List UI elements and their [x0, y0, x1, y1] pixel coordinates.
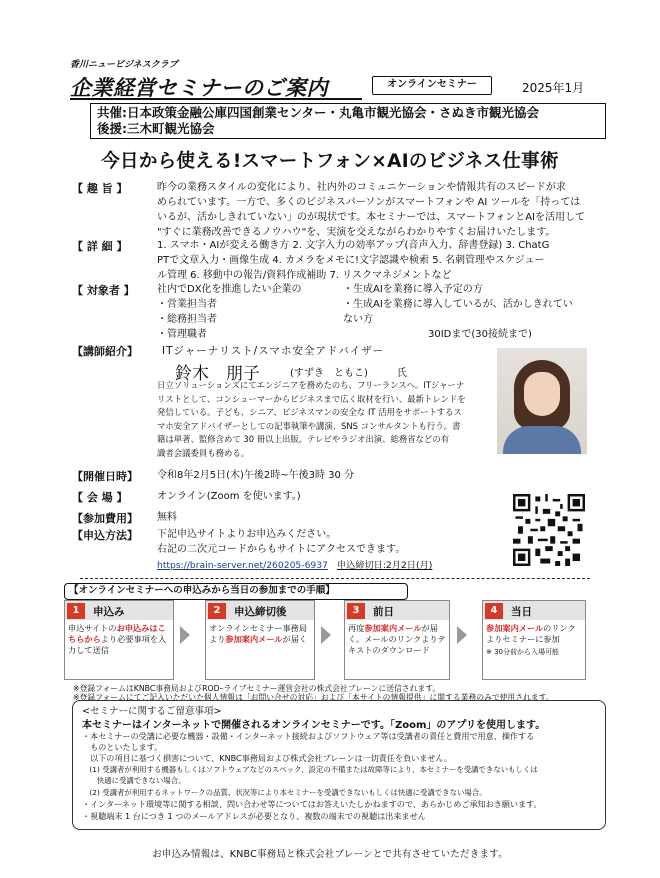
step-number: 2 — [208, 603, 226, 619]
apply-line: 下記申込サイトよりお申込みください。 — [157, 529, 337, 540]
arrow-right-icon — [180, 626, 190, 644]
step-label: 前日 — [373, 606, 394, 618]
organization-name: 香川ニュービジネスクラブ — [70, 60, 178, 70]
purpose-label: 【 趣 旨 】 — [72, 182, 128, 195]
qr-code[interactable] — [513, 494, 585, 566]
purpose-line: められています。一方で、多くのビジネスパーソンがスマートフォンや AI ツールを「持っては — [157, 197, 581, 208]
registration-note: ※登録フォームはKNBC事務局およびRODｰライブセミナー運営会社の株式会社ブレーンに送信されます。 — [73, 684, 441, 693]
step-body: 再度参加案内メールが届く。メールのリンクよりテキストのダウンロード — [348, 623, 446, 655]
lecturer-name: 鈴木 朋子 — [175, 364, 260, 384]
lecturer-honorific: 氏 — [397, 368, 407, 379]
caution-line: ・本セミナーの受講に必要な機器・設備・インターネット接続およびソフトウェア等は受講者の責任と費用で用意、操作する — [82, 731, 535, 741]
step-body: 申込サイトのお申込みはこちらからより必要事項を入力して送信 — [68, 623, 167, 655]
step-number: 4 — [485, 603, 503, 619]
bio-line: 発信している。子ども、シニア、ビジネスマンの安全な IT 活用をサポートするス — [157, 407, 462, 417]
step-label: 申込み — [93, 606, 125, 618]
arrow-right-icon — [457, 626, 467, 644]
bio-line: リストとして、コンシューマーからビジネスまで広く取材を行い、最新トレンドを — [157, 393, 466, 404]
target-item: ・総務担当者 — [157, 314, 217, 325]
lecturer-kana: (すずき ともこ) — [290, 368, 368, 379]
step-body: オンラインセミナー事務局より参加案内メールが届く — [209, 623, 308, 644]
lecturer-bio — [157, 379, 497, 460]
privacy-note: ※登録フォームにてご記入いただいた個人情報は「お問い合せの対応」および「本サイトの情報提供」に関する業務のみで使用されます。 — [73, 693, 554, 702]
apply-text — [157, 527, 497, 557]
lecturer-photo — [497, 348, 587, 454]
fee: 無料 — [157, 512, 177, 523]
footer-note: お申込み情報は、KNBC事務局と株式会社ブレーンとで共有させていただきます。 — [152, 849, 508, 860]
target-item: ・生成AIを業務に導入予定の方 — [343, 284, 483, 295]
detail-text — [157, 238, 607, 283]
step-label: 申込締切後 — [234, 606, 287, 618]
caution-title: <セミナーに関するご留意事項> — [82, 706, 222, 717]
online-seminar-badge: オンラインセミナー — [372, 76, 492, 95]
bio-line: 識者会議委員も務める。 — [157, 447, 250, 458]
host-box — [90, 103, 606, 139]
detail-line: PTで文章入力・画像生成 4. カメラをメモに!文字認識や検索 5. 名刺管理やスケジュー — [157, 255, 545, 266]
support-text: 後援:三木町観光協会 — [97, 121, 215, 136]
purpose-line: いるが、活かしきれていない」のが現状です。本セミナーでは、スマートフォンとAIを活用して — [157, 212, 585, 223]
target-item: ない方 — [343, 314, 373, 325]
apply-label: 【申込方法】 — [72, 529, 138, 542]
deadline: 申込締切日:2月2日(月) — [336, 560, 433, 571]
page-title: 企業経営セミナーのご案内 — [70, 76, 328, 100]
purpose-line: "すぐに業務改善できるノウハウ"を、実演を交えながらわかりやすくお届けいたします。 — [157, 227, 556, 238]
bio-line: マホ安全アドバイザーとしての記事執筆や講演、SNS コンサルタントも行う。書 — [157, 420, 461, 431]
step-label: 当日 — [511, 606, 532, 618]
step-number: 1 — [67, 603, 85, 619]
target-item: ・営業担当者 — [157, 299, 217, 310]
bio-line: 籍は単著、監修含めて 30 冊以上出版。テレビやラジオ出演、総務省などの有 — [157, 434, 450, 444]
purpose-line: 昨今の業務スタイルの変化により、社内外のコミュニケーションや情報共有のスピードが求 — [157, 182, 566, 193]
detail-line: 1. スマホ・AIが変える働き方 2. 文字入力の効率アップ(音声入力、辞書登録) 3. ChatG — [157, 240, 550, 251]
caution-line: 以下の項目に基づく損害について、KNBC事務局および株式会社ブレーンは一切責任を負いません。 — [82, 753, 453, 763]
target-item: ・生成AIを業務に導入しているが、活かしきれてい — [343, 299, 573, 310]
seminar-headline: 今日から使える!スマートフォン×AIのビジネス仕事術 — [101, 151, 559, 172]
caution-line: 快適に受講できない場合。 — [82, 776, 186, 785]
caution-main: 本セミナーはインターネットで開催されるオンラインセミナーです。「Zoom」のアプリを使用します。 — [82, 720, 546, 731]
capacity: 30IDまで(30接続まで) — [428, 329, 532, 340]
apply-line: 右記の二次元コードからもサイトにアクセスできます。 — [157, 544, 406, 555]
dashed-divider — [80, 578, 590, 579]
fee-label: 【参加費用】 — [72, 512, 138, 525]
target-label: 【 対象者 】 — [72, 284, 135, 297]
step-number: 3 — [347, 603, 365, 619]
datetime: 令和8年2月5日(木)午後2時~午後3時 30 分 — [157, 470, 355, 481]
caution-line: ・インターネット環境等に関する相談、問い合わせ等についてはお答えいたしかねますので、あらかじめご承知おき願います。 — [82, 799, 542, 809]
flow-step-1 — [64, 600, 174, 680]
title-underline — [70, 98, 362, 100]
target-left — [157, 282, 347, 342]
caution-line: (2) 受講者が利用するネットワークの品質、状況等により本セミナーを受講できないもしくは快適に受講できない場合。 — [82, 788, 487, 797]
target-item: ・管理職者 — [157, 329, 207, 340]
detail-label: 【 詳 細 】 — [72, 240, 128, 253]
flow-step-3 — [344, 600, 450, 680]
step-note: ※ 30分前から入場可能 — [486, 648, 559, 656]
target-right — [343, 282, 608, 327]
caution-line: (1) 受講者が利用する機器もしくはソフトウェアなどのスペック、設定の不備または故障等により、本セミナーを受講できないもしくは — [82, 765, 538, 774]
venue: オンライン(Zoom を使います。) — [157, 491, 301, 502]
datetime-label: 【開催日時】 — [72, 470, 138, 483]
venue-label: 【 会 場 】 — [72, 491, 128, 504]
issue-date: 2025年1月 — [522, 81, 585, 95]
step-body: 参加案内メールのリンクよりセミナーに参加 ※ 30分前から入場可能 — [486, 623, 582, 658]
purpose-text — [157, 180, 607, 240]
flow-title: 【オンラインセミナーへの申込みから当日の参加までの手順】 — [64, 583, 408, 600]
apply-url-link[interactable]: https://brain-server.net/260205-6937 — [157, 560, 328, 571]
arrow-right-icon — [321, 626, 331, 644]
detail-line: ル管理 6. 移動中の報告/資料作成補助 7. リスクマネジメントなど — [157, 270, 452, 281]
target-item: 社内でDX化を推進したい企業の — [157, 284, 302, 295]
host-text: 共催:日本政策金融公庫四国創業センター・丸亀市観光協会・さぬき市観光協会 — [97, 105, 540, 120]
caution-line: ものといたします。 — [82, 742, 163, 752]
flow-step-2 — [205, 600, 315, 680]
lecturer-label: 【講師紹介】 — [72, 345, 138, 358]
flow-step-4 — [482, 600, 586, 680]
lecturer-title: ITジャーナリスト/スマホ安全アドバイザー — [162, 345, 385, 357]
bio-line: 日立ソリューションズにてエンジニアを務めたのち、フリーランスへ。ITジャーナ — [157, 380, 465, 390]
caution-line: ・視聴端末 1 台につき 1 つのメールアドレスが必要となり、複数の端末での視聴は出来ません — [82, 811, 426, 821]
